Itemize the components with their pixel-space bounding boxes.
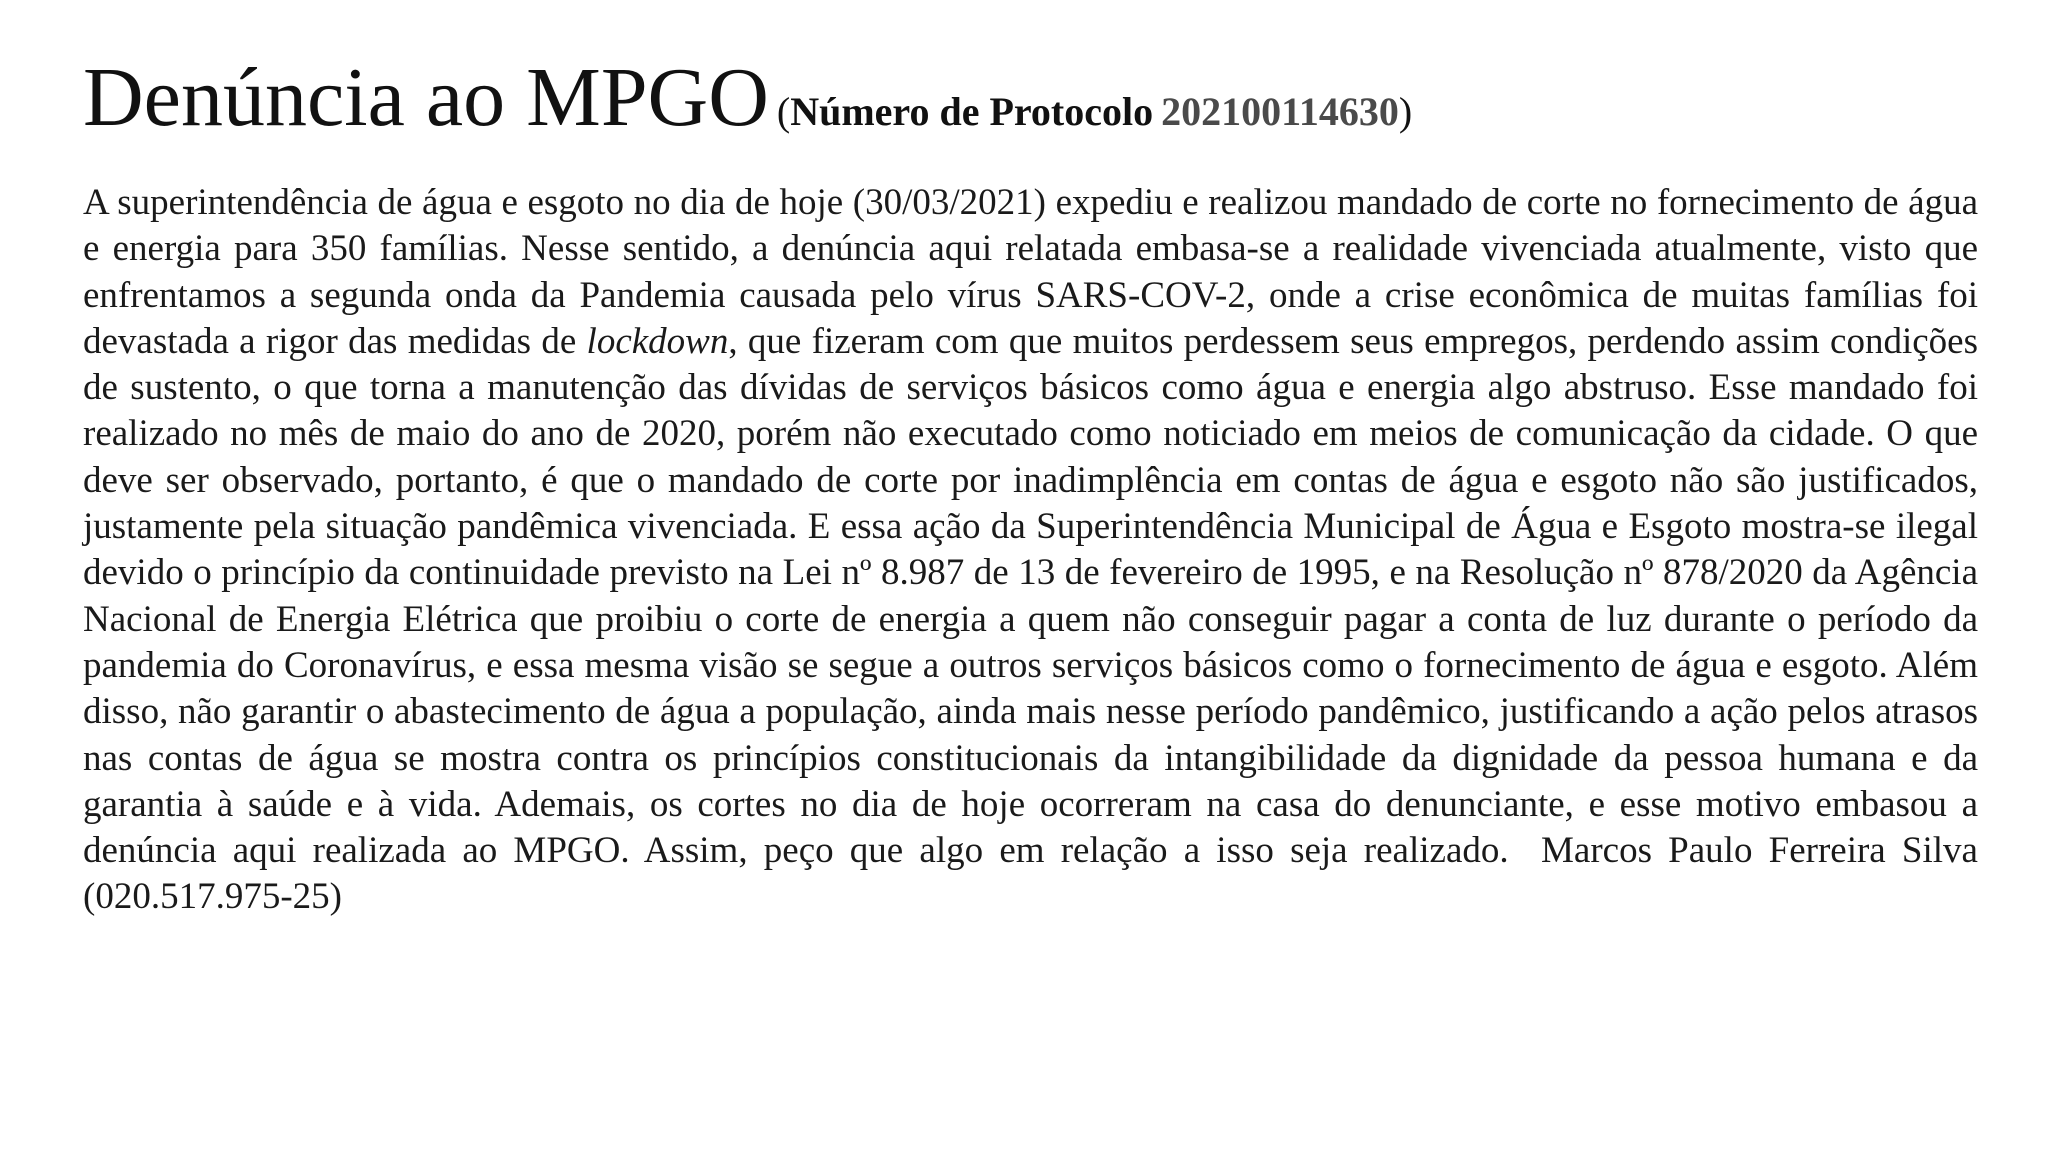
page-title: Denúncia ao MPGO	[83, 51, 769, 144]
protocol-number: 202100114630	[1161, 89, 1399, 134]
complaint-text-italic: lockdown	[586, 320, 729, 362]
complaint-text-part1: A superintendência de água e esgoto no dia de hoje (30/03/2021) expediu e realizou mandado de corte no fornecimento de água e energia para 350 famílias. Nesse sentido, a denúncia aqui relatada embasa-se a realidade vivenciada atualmente, visto que enfrentamos a segunda onda da Pandemia causada pelo vírus SARS-COV-2, onde a crise econômica de muitas famílias foi devastada a rigor das medidas de	[83, 182, 1978, 362]
document-page	[83, 51, 1978, 958]
complaint-text-part2: , que fizeram com que muitos perdessem seus empregos, perdendo assim condições de sustento, o que torna a manutenção das dívidas de serviços básicos como água e energia algo abstruso. Esse mandado foi realizado no mês de maio do ano de 2020, porém não executado como noticiado em meios de comunicação da cidade. O que deve ser observado, portanto, é que o mandado de corte por inadimplência em contas de água e esgoto não são justificados, justamente pela situação pandêmica vivenciada. E essa ação da Superintendência Municipal de Água e Esgoto mostra-se ilegal devido o princípio da continuidade previsto na Lei nº 8.987 de 13 de fevereiro de 1995, e na Resolução nº 878/2020 da Agência Nacional de Energia Elétrica que proibiu o corte de energia a quem não conseguir pagar a conta de luz durante o período da pandemia do Coronavírus, e essa mesma visão se segue a outros serviços básicos como o fornecimento de água e esgoto. Além disso, não garantir o abastecimento de água a população, ainda mais nesse período pandêmico, justificando a ação pelos atrasos nas contas de água se mostra contra os princípios constitucionais da intangibilidade da dignidade da pessoa humana e da garantia à saúde e à vida. Ademais, os cortes no dia de hoje ocorreram na casa do denunciante, e esse motivo embasou a denúncia aqui realizada ao MPGO. Assim, peço que algo em relação a isso seja realizado.	[83, 320, 1978, 872]
protocol-label: Número de Protocolo	[790, 89, 1154, 134]
protocol-open-paren: (	[776, 89, 791, 134]
complaint-body	[83, 180, 1978, 921]
protocol-close-paren: )	[1398, 89, 1413, 134]
complaint-signature: Marcos Paulo Ferreira Silva (020.517.975-25)	[83, 830, 1978, 918]
document-header	[83, 51, 1978, 144]
